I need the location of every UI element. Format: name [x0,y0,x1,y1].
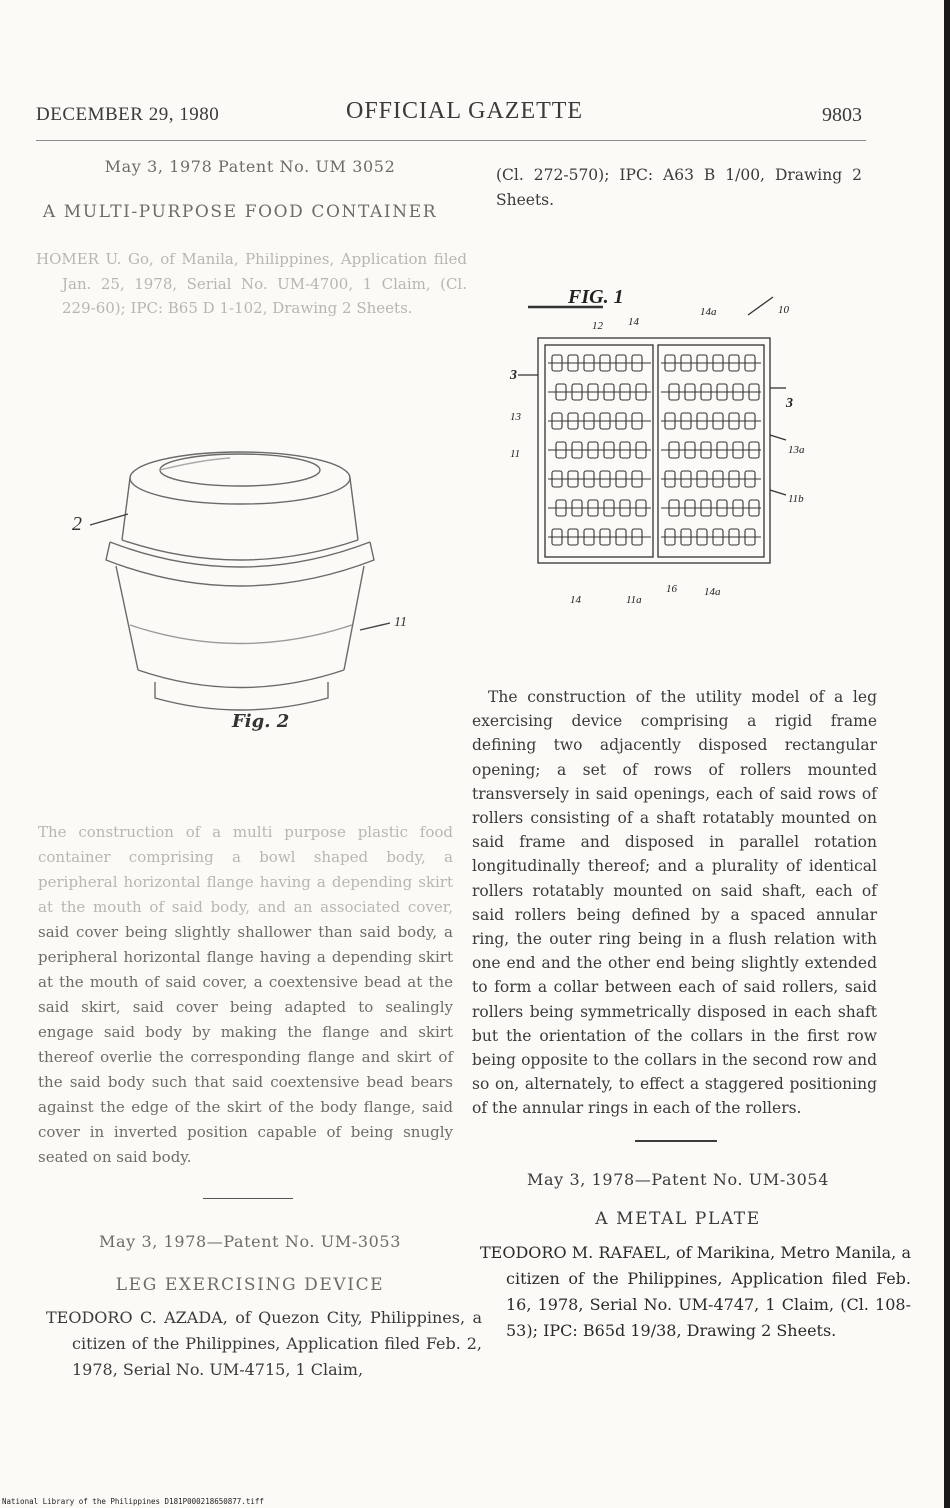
roller-rows [548,355,761,545]
lid-inner-ellipse [160,454,320,486]
fig2-label-11a: 11a [626,594,642,605]
patent1-title: A MULTI-PURPOSE FOOD CONTAINER [42,202,438,222]
header-date: DECEMBER 29, 1980 [36,104,220,125]
fig2-label-10: 10 [778,304,789,316]
patent3-date-line: May 3, 1978—Patent No. UM-3054 [527,1170,829,1189]
fig2-label-13: 13 [510,411,521,423]
patent2-claim: The construction of the utility model of a leg exercising device comprising a rigid frame defining two adjacently disposed rectangular opening; a set of rows of rollers mounted transversely in said openings, each of said rows of rollers consisting of a shaft rotatably mounted on said frame and disposed in parallel rotation longitudinally thereof; and a plurality of identical rollers rotatably mounted on said shaft, each of said rollers being defined by a spaced annular ring, the outer ring being in a flush relation with one end and the other end being slightly extended to form a collar between each of said rollers, said rollers being symmetrically disposed in each shaft but the orientation of the collars in the first row being opposite to the collars in the second row and so on, alternately, to effect a staggered positioning of the annular rings in each of the rollers. [472,688,877,1118]
fig2-label-3-right: 3 [786,396,793,411]
patent1-claim-dark: said cover being slightly shallower than said body, a peripheral horizontal flange having a depending skirt at the mouth of said cover, a coextensive bead at the said skirt, said cover being adapted to sealingly engage said body by making the flange and skirt thereof overlie the corresponding flange and skirt of the said body such that said coextensive bead bears against the edge of the skirt of the body flange, said cover in inverted position capable of being snugly seated on said body. [38,923,453,1166]
leader-2 [90,514,128,525]
bowl-band [130,625,352,644]
patent1-claim [38,820,453,1170]
flange-curve [110,542,370,567]
fig2-label-11b: 11b [788,493,804,505]
fig2-label-12: 12 [592,320,603,332]
fig2-label-3-left: 3 [510,368,517,383]
bowl-base [155,682,328,710]
fig2-caption: Fig. 2 [232,711,290,732]
fig1-label-11: 11 [394,615,407,630]
leader-11b [770,490,786,495]
fig2-label-14-bottom: 14 [570,594,581,605]
bowl-left-side [116,566,138,670]
patent1-applicant: HOMER U. Go, of Manila, Philippines, Application filed Jan. 25, 1978, Serial No. UM-4700, 1 Claim, (Cl. 229-60); IPC: B65 D 1-102, Drawing 2 Sheets. [36,250,467,317]
lid-right-side [350,478,358,540]
page-number: 9803 [822,104,862,126]
leg-device-figure [508,285,818,605]
fig2-label-16: 16 [666,583,677,595]
lid-highlight [160,458,230,470]
header-rule [36,140,866,141]
patent2-applicant: TEODORO C. AZADA, of Quezon City, Philippines, a citizen of the Philippines, Application filed Feb. 2, 1978, Serial No. UM-4715, 1 Claim, [46,1308,482,1379]
fig2-label-11: 11 [510,448,521,460]
fig2-label-14a-top: 14a [700,306,717,318]
fig1-label-2: 2 [72,513,82,535]
separator-rule-right [635,1140,717,1142]
leader-11 [360,623,390,630]
patent2-continuation: (Cl. 272-570); IPC: A63 B 1/00, Drawing 2 Sheets. [496,166,862,209]
left-opening [545,345,653,557]
food-container-figure [60,430,440,750]
bowl-right-side [344,566,364,670]
patent1-date-line: May 3, 1978 Patent No. UM 3052 [104,157,396,176]
page-edge [944,0,950,1508]
fig-title: FIG. 1 [568,286,624,308]
patent2-title: LEG EXERCISING DEVICE [115,1275,385,1295]
fig2-label-13a: 13a [788,444,805,456]
header-title: OFFICIAL GAZETTE [346,98,584,124]
fig2-label-14-top: 14 [628,316,639,328]
lid-left-side [122,478,130,540]
leader-13a [770,435,786,440]
patent2-date-line: May 3, 1978—Patent No. UM-3053 [99,1232,401,1251]
bowl-bottom-curve [138,670,344,688]
patent1-claim-faint: The construction of a multi purpose plastic food container comprising a bowl shaped body, a peripheral horizontal flange having a depending skirt at the mouth of said body, and an associated cover, [38,823,453,916]
separator-rule-left [203,1198,293,1199]
patent3-applicant: TEODORO M. RAFAEL, of Marikina, Metro Manila, a citizen of the Philippines, Application filed Feb. 16, 1978, Serial No. UM-4747, 1 Claim, (Cl. 108-53); IPC: B65d 19/38, Drawing 2 Sheets. [480,1243,911,1340]
fig2-label-14a-bottom: 14a [704,586,721,598]
patent3-title: A METAL PLATE [595,1209,761,1229]
page-header [36,96,866,136]
leader-10 [748,297,773,315]
scan-footer: National Library of the Philippines D181P000218650877.tiff [2,1497,264,1506]
lid-top-ellipse [130,452,350,504]
flange-skirt [106,542,374,586]
